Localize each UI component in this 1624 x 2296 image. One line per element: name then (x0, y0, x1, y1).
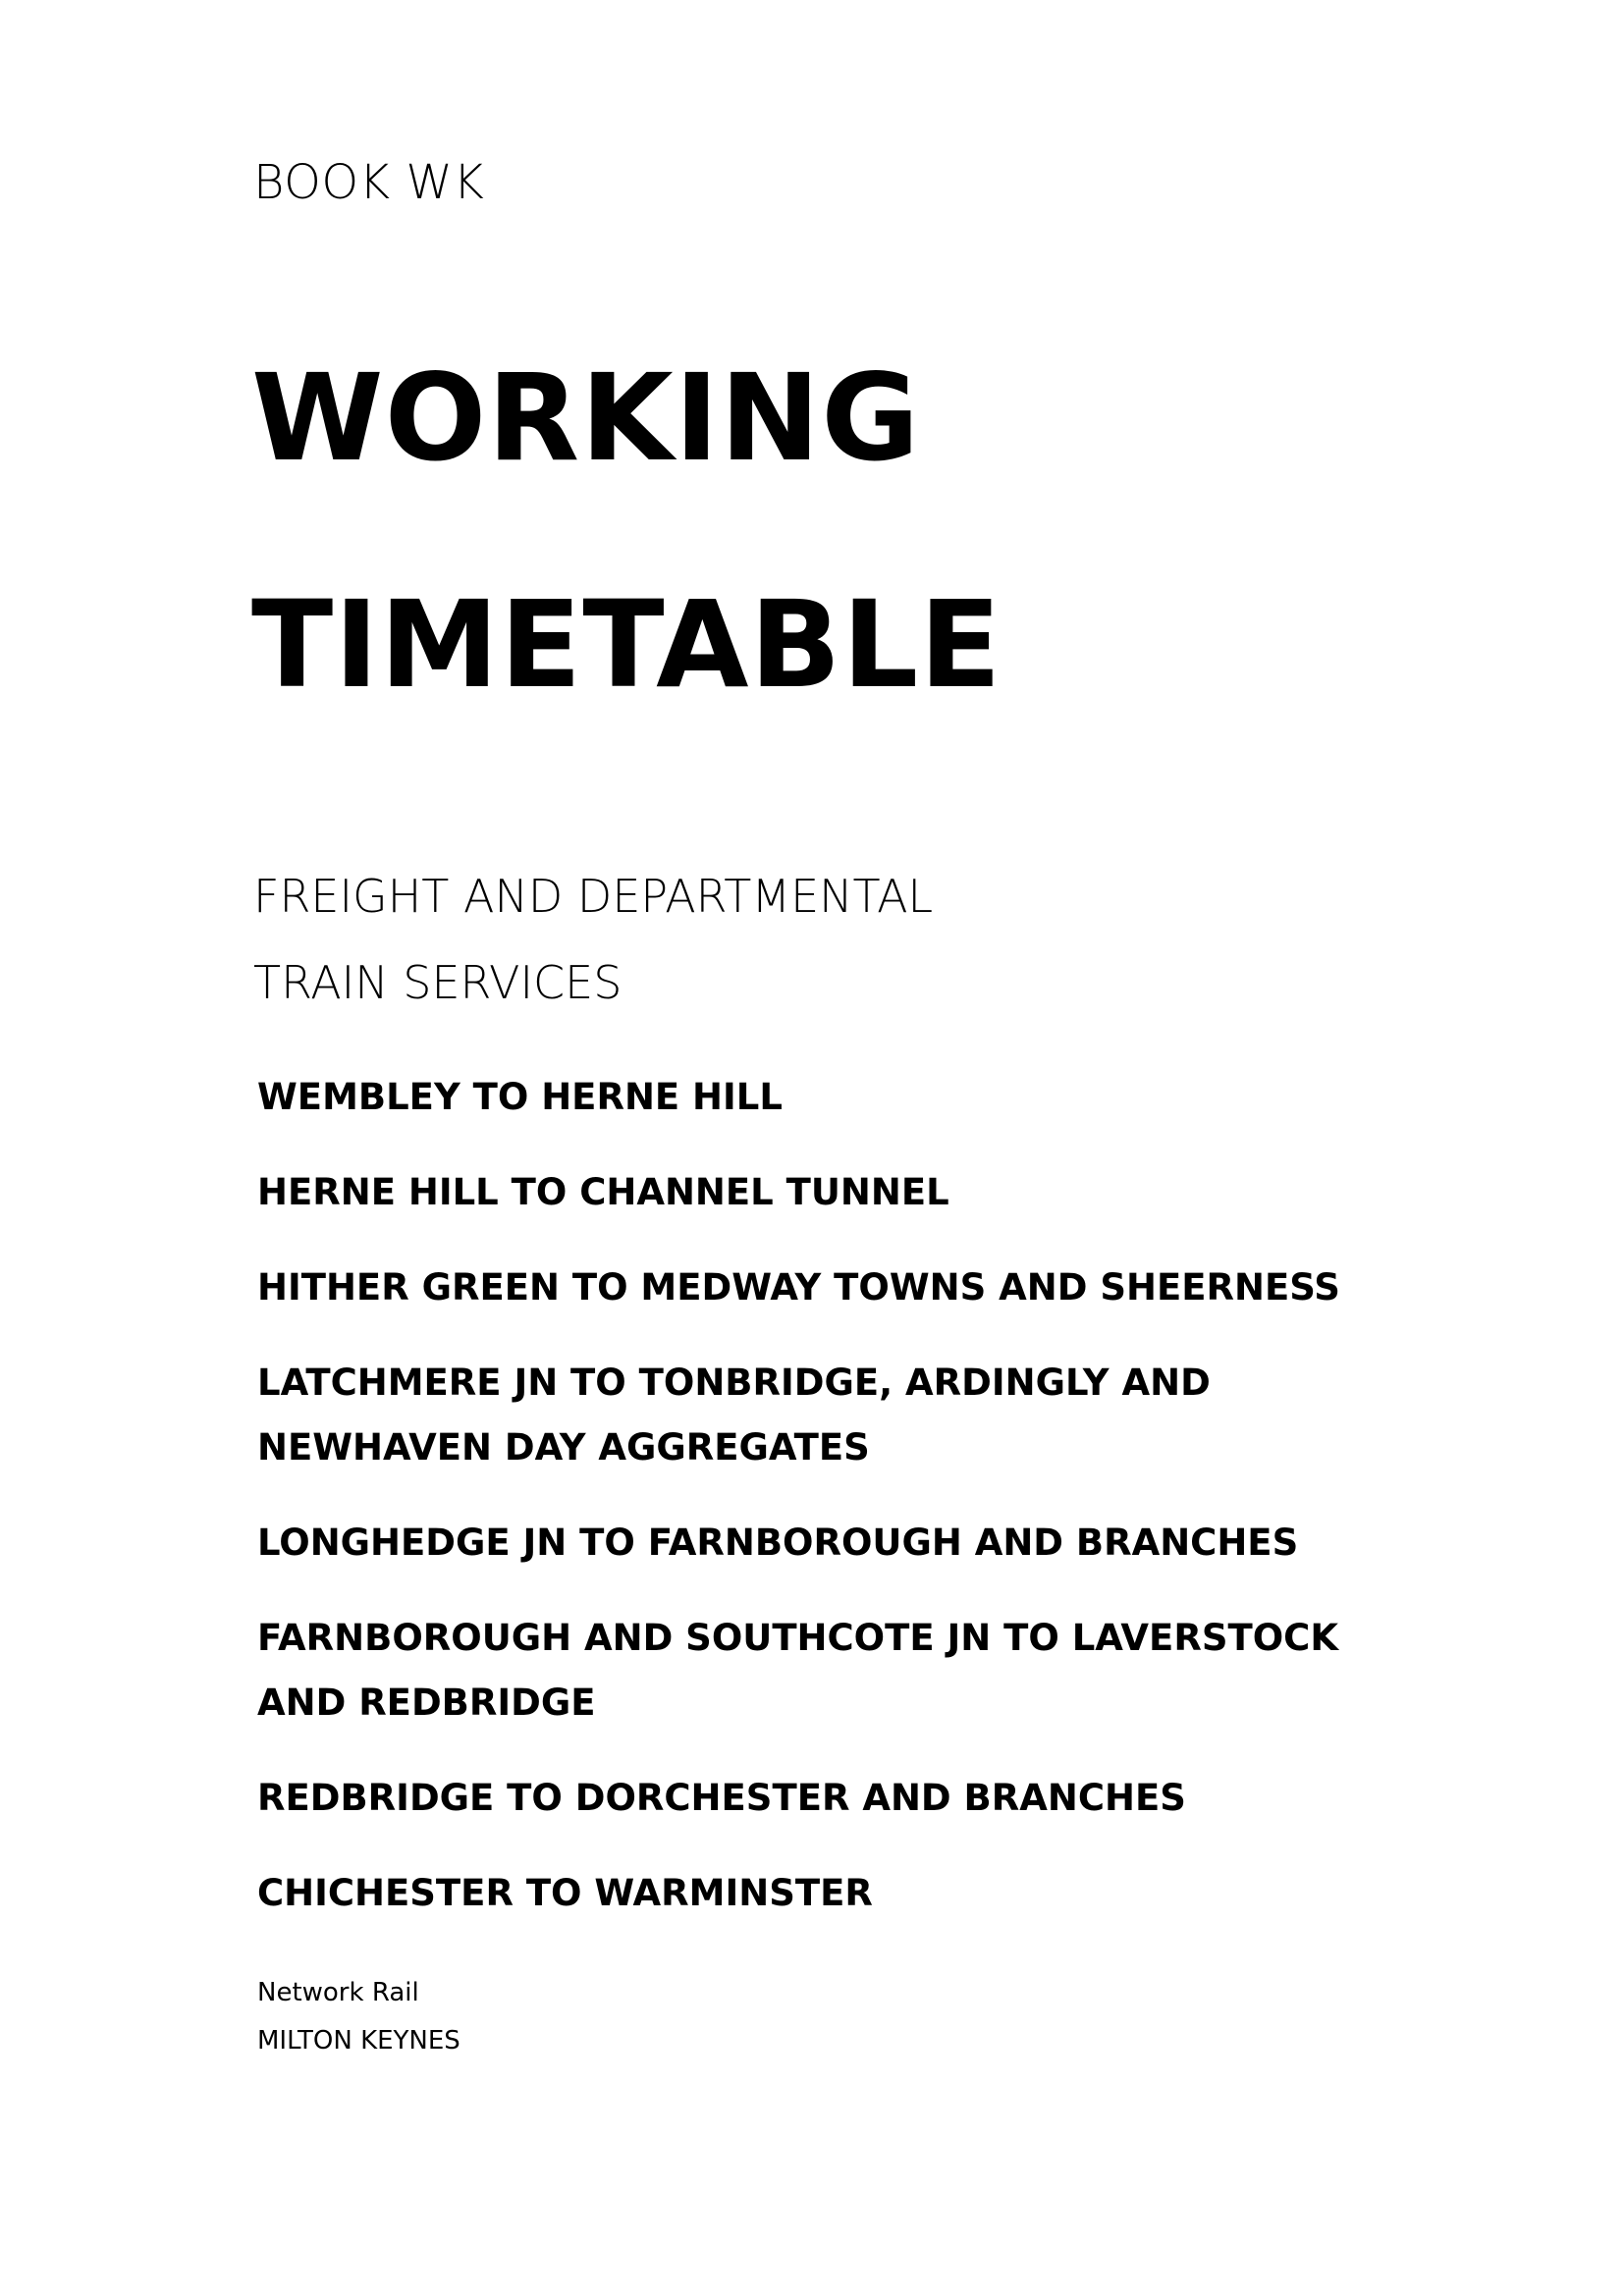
route-item: LONGHEDGE JN TO FARNBOROUGH AND BRANCHES (257, 1522, 1299, 1564)
book-label: BOOK WK (253, 155, 485, 210)
title-line-working: WORKING (251, 348, 921, 488)
subtitle-line-1: FREIGHT AND DEPARTMENTAL (253, 870, 934, 923)
publisher-location: MILTON KEYNES (257, 2026, 460, 2056)
route-item: HITHER GREEN TO MEDWAY TOWNS AND SHEERNESS (257, 1266, 1340, 1308)
subtitle-line-2: TRAIN SERVICES (253, 956, 623, 1009)
route-item: WEMBLEY TO HERNE HILL (257, 1076, 783, 1118)
title-line-timetable: TIMETABLE (251, 575, 1002, 715)
route-item: REDBRIDGE TO DORCHESTER AND BRANCHES (257, 1777, 1186, 1819)
route-item: CHICHESTER TO WARMINSTER (257, 1872, 873, 1914)
publisher-block (257, 1969, 460, 2065)
route-item: HERNE HILL TO CHANNEL TUNNEL (257, 1171, 949, 1213)
publisher-name: Network Rail (257, 1978, 419, 2007)
route-list (257, 1065, 1435, 1956)
route-item: FARNBOROUGH AND SOUTHCOTE JN TO LAVERSTOCK AND REDBRIDGE (257, 1617, 1338, 1724)
route-item: LATCHMERE JN TO TONBRIDGE, ARDINGLY AND NEWHAVEN DAY AGGREGATES (257, 1362, 1211, 1468)
